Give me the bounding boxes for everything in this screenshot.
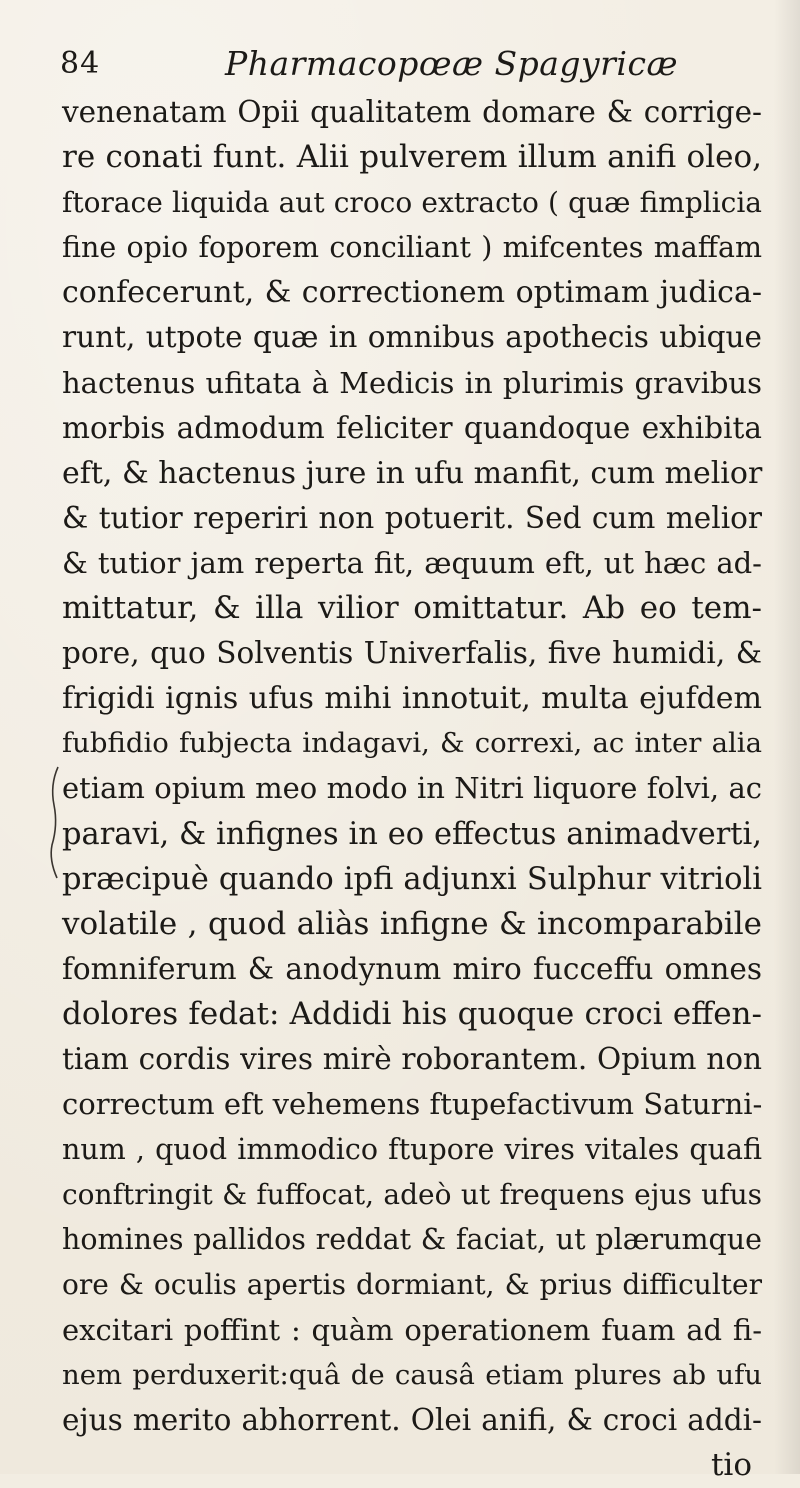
- text-line: fubfidio fubjecta indagavi, & correxi, ac inter alia: [62, 727, 762, 760]
- text-line: pore, quo Solventis Univerfalis, five humidi, &: [62, 636, 762, 671]
- margin-bracket-mark: [48, 765, 60, 880]
- text-line: nem perduxerit:quâ de causâ etiam plures ab ufu: [62, 1358, 762, 1391]
- text-line: & tutior jam reperta fit, æquum eft, ut hæc ad-: [62, 545, 762, 580]
- text-line: etiam opium meo modo in Nitri liquore folvi, ac: [62, 771, 762, 806]
- text-line: tiam cordis vires mirè roborantem. Opium non: [62, 1041, 762, 1076]
- text-line: runt, utpote quæ in omnibus apothecis ubique: [62, 320, 762, 355]
- text-line: confecerunt, & correctionem optimam judica-: [62, 275, 762, 311]
- text-line: num , quod immodico ftupore vires vitales quafi: [62, 1133, 762, 1167]
- text-line: re conati funt. Alii pulverem illum anifi oleo,: [62, 139, 762, 176]
- text-line: conftringit & fuffocat, adeò ut frequens ejus ufus: [62, 1178, 762, 1212]
- text-line: eft, & hactenus jure in ufu manfit, cum melior: [62, 455, 763, 491]
- text-line: homines pallidos reddat & faciat, ut plærumque: [62, 1223, 762, 1257]
- text-line: morbis admodum feliciter quandoque exhibita: [62, 410, 762, 445]
- body-text: [62, 90, 762, 1488]
- text-line: mittatur, & illa vilior omittatur. Ab eo tem-: [62, 590, 762, 627]
- text-line: volatile , quod aliàs infigne & incomparabile: [62, 905, 762, 942]
- text-line: ejus merito abhorrent. Olei anifi, & croci addi-: [62, 1402, 762, 1437]
- running-title: Pharmacopœæ Spagyricæ: [225, 44, 678, 83]
- text-line: præcipuè quando ipfi adjunxi Sulphur vitrioli: [62, 861, 762, 897]
- text-line: correctum eft vehemens ftupefactivum Saturni-: [62, 1087, 763, 1122]
- text-line: ore & oculis apertis dormiant, & prius difficulter: [62, 1268, 762, 1302]
- text-line: frigidi ignis ufus mihi innotuit, multa ejufdem: [62, 681, 762, 717]
- text-line: fomniferum & anodynum miro fucceffu omnes: [62, 951, 762, 986]
- page-gutter-shadow: [774, 0, 800, 1474]
- catchword: tio: [710, 1446, 752, 1483]
- text-line: ftorace liquida aut croco extracto ( quæ fimplicia: [62, 186, 762, 220]
- text-line: paravi, & infignes in eo effectus animadverti,: [62, 816, 762, 852]
- text-line: hactenus ufitata à Medicis in plurimis gravibus: [62, 365, 762, 400]
- text-line: venenatam Opii qualitatem domare & corrige-: [62, 95, 762, 129]
- text-line: & tutior reperiri non potuerit. Sed cum melior: [62, 500, 762, 535]
- text-line: excitari poffint : quàm operationem fuam ad fi-: [62, 1312, 762, 1347]
- page-number: 84: [60, 46, 101, 81]
- page-header: [60, 40, 760, 90]
- text-line: dolores fedat: Addidi his quoque croci effen-: [62, 995, 762, 1032]
- text-line: fine opio foporem conciliant ) mifcentes maffam: [62, 231, 762, 265]
